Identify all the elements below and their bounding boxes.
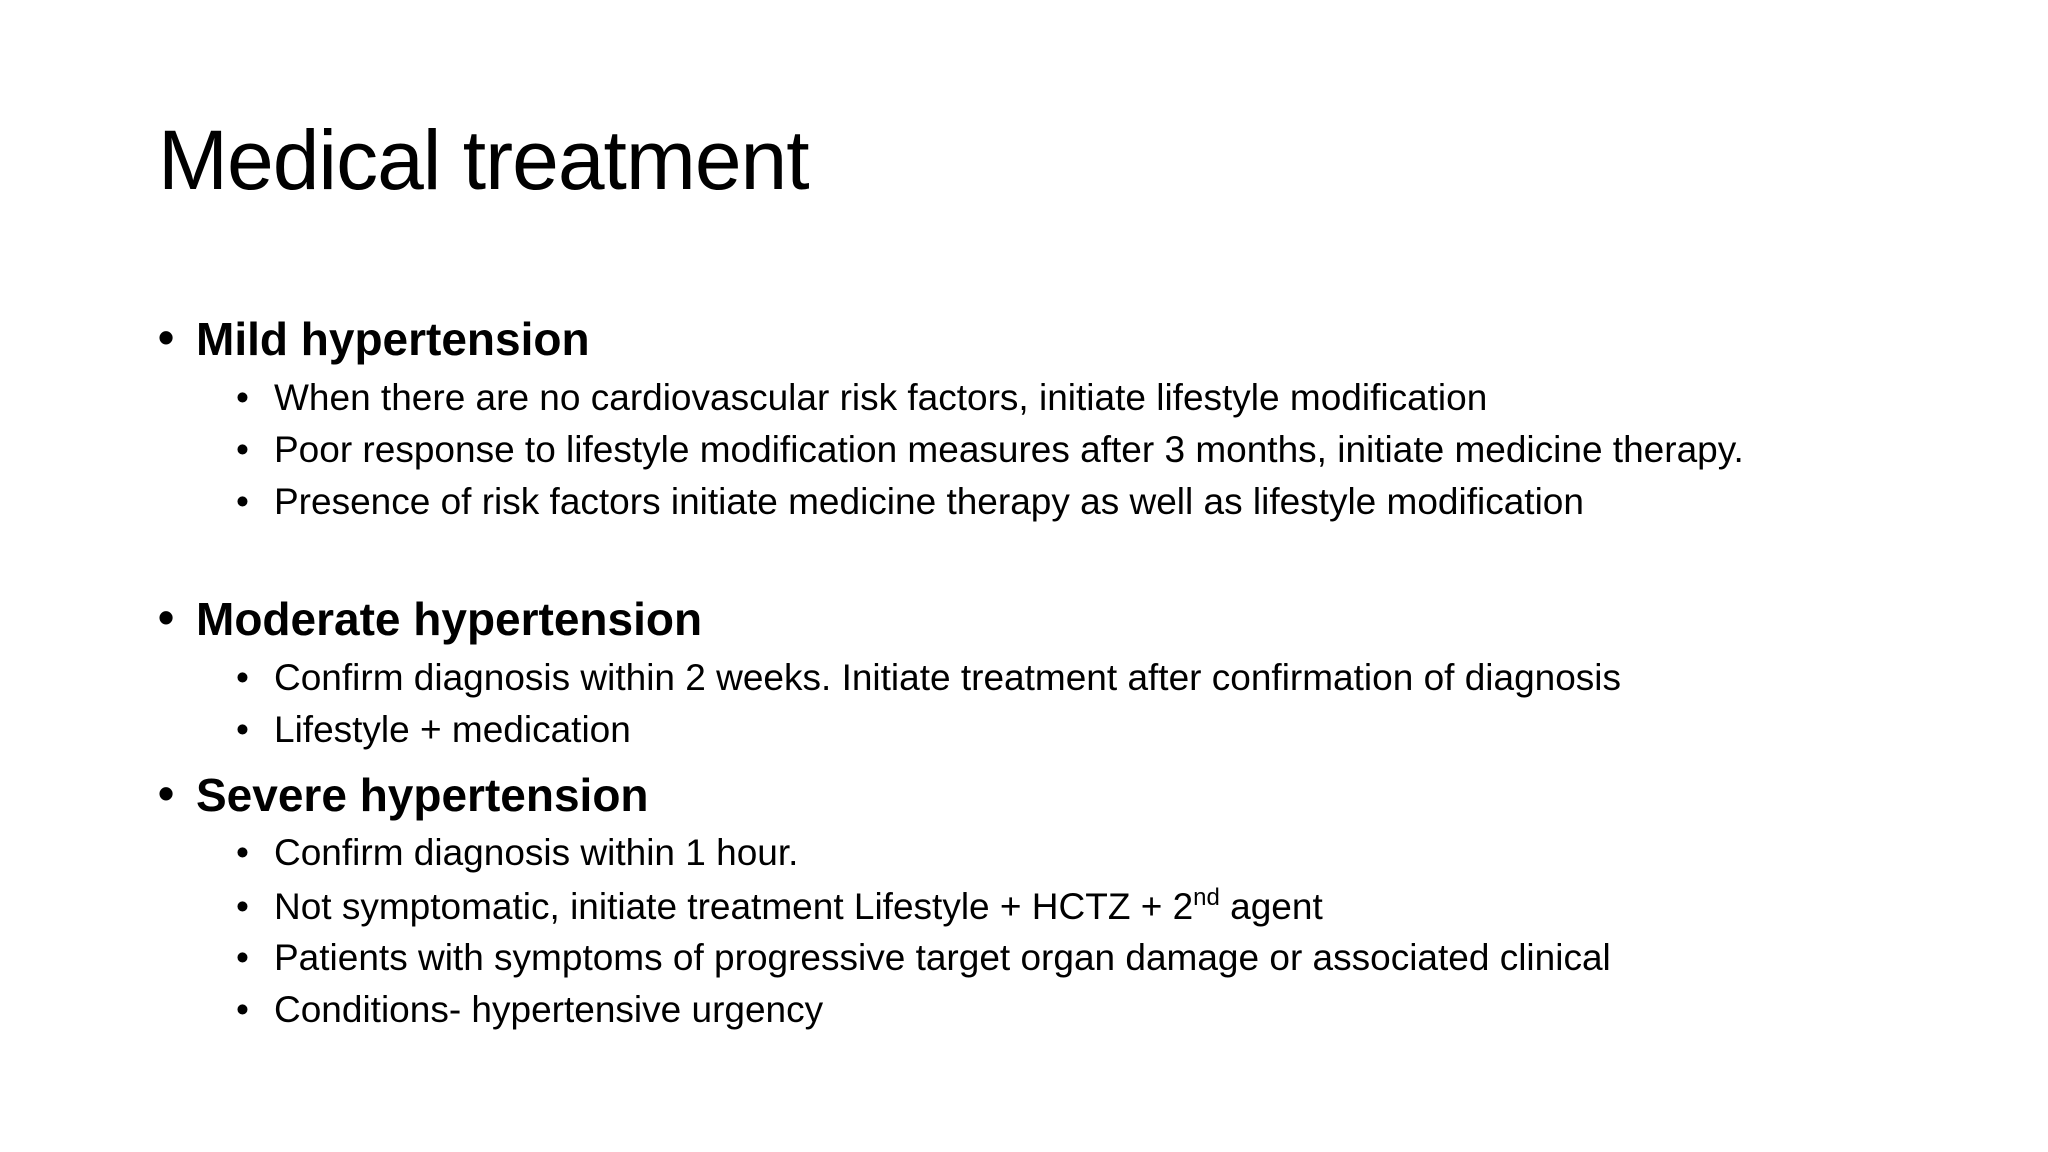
bullet-icon: •: [158, 311, 175, 363]
list-item-text: Presence of risk factors initiate medicine therapy as well as lifestyle modification: [274, 481, 1584, 522]
list-item-text: Lifestyle + medication: [274, 709, 631, 750]
list-item-text: Confirm diagnosis within 1 hour.: [274, 832, 799, 873]
section-heading-label: Moderate hypertension: [196, 593, 703, 645]
bullet-icon: •: [236, 709, 249, 750]
bullet-icon: •: [236, 989, 249, 1030]
list-item-text-tail: agent: [1219, 886, 1323, 927]
ordinal-superscript: nd: [1193, 884, 1220, 911]
bullet-icon: •: [236, 377, 249, 418]
bullet-icon: •: [236, 886, 249, 927]
bullet-icon: •: [236, 657, 249, 698]
list-item-text: Patients with symptoms of progressive target organ damage or associated clinical: [274, 937, 1611, 978]
list-item-text: Conditions- hypertensive urgency: [274, 989, 824, 1030]
list-item-text: When there are no cardiovascular risk factors, initiate lifestyle modification: [274, 377, 1488, 418]
section-heading-label: Mild hypertension: [196, 313, 590, 365]
bullet-icon: •: [236, 937, 249, 978]
list-item-text: Poor response to lifestyle modification measures after 3 months, initiate medicine therapy.: [274, 429, 1744, 470]
bullet-icon: •: [158, 591, 175, 643]
bullet-icon: •: [236, 832, 249, 873]
bullet-icon: •: [236, 481, 249, 522]
bullet-icon: •: [236, 429, 249, 470]
section-heading-label: Severe hypertension: [196, 769, 649, 821]
list-item-text: [274, 884, 1323, 927]
slide-title: Medical treatment: [158, 113, 809, 207]
bullet-icon: •: [158, 767, 175, 819]
list-item-text: Confirm diagnosis within 2 weeks. Initiate treatment after confirmation of diagnosis: [274, 657, 1622, 698]
list-item-text-main: Not symptomatic, initiate treatment Lifestyle + HCTZ + 2: [274, 886, 1194, 927]
